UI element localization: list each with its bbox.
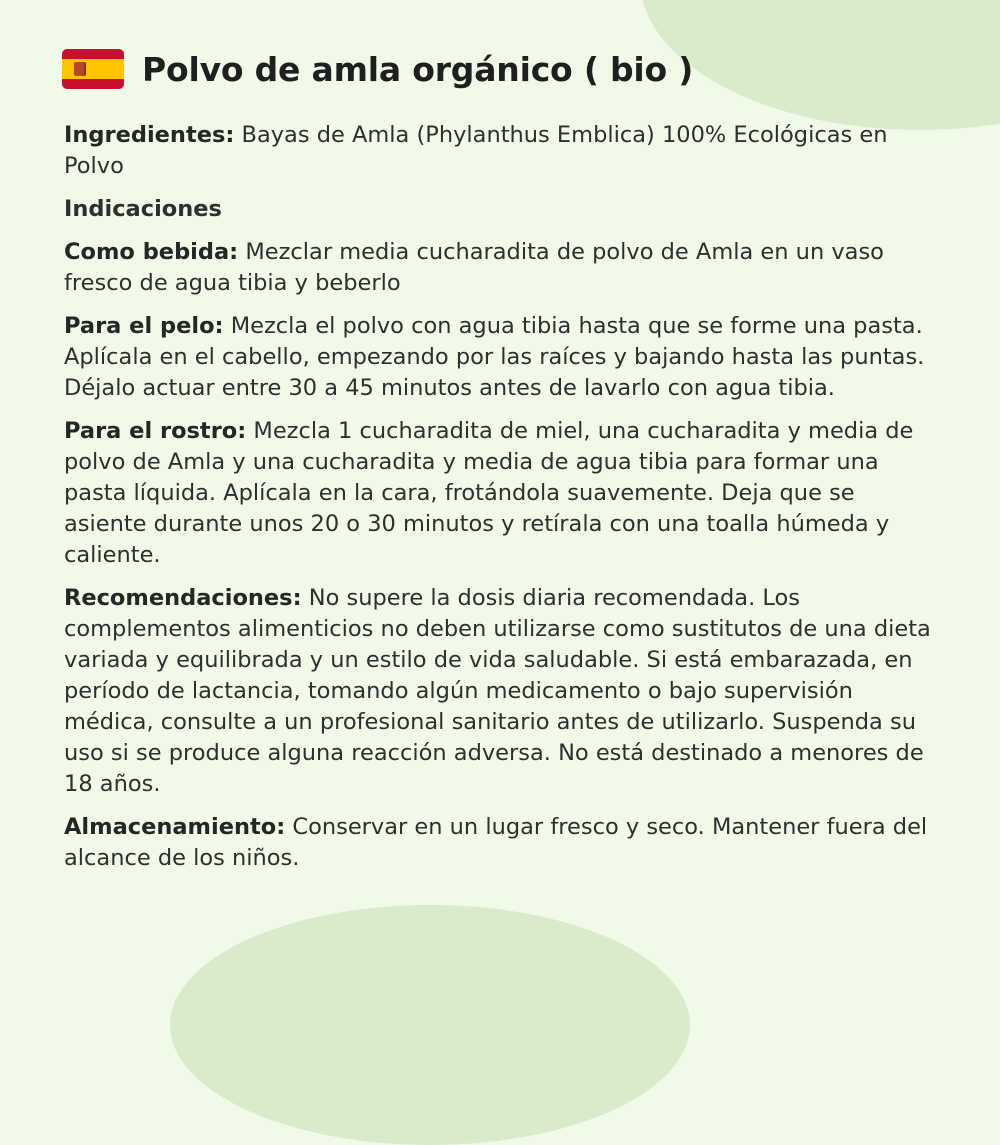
page-title: Polvo de amla orgánico ( bio ) bbox=[142, 49, 694, 89]
storage-text: Conservar en un lugar fresco y seco. Mantener fuera del alcance de los niños. bbox=[64, 814, 928, 871]
decorative-circle-top-right bbox=[640, 0, 1000, 130]
hair-label: Para el pelo: bbox=[64, 313, 224, 339]
recommendations-label: Recomendaciones: bbox=[64, 585, 302, 611]
spain-flag-icon bbox=[62, 49, 124, 89]
decorative-circle-bottom bbox=[170, 905, 690, 1145]
indications-heading: Indicaciones bbox=[64, 196, 222, 222]
ingredients-text: Bayas de Amla (Phylanthus Emblica) 100% Ecológicas en Polvo bbox=[64, 122, 888, 179]
ingredients-label: Ingredientes: bbox=[64, 122, 235, 148]
drink-text: Mezclar media cucharadita de polvo de Amla en un vaso fresco de agua tibia y beberlo bbox=[64, 239, 884, 296]
storage-label: Almacenamiento: bbox=[64, 814, 286, 840]
drink-label: Como bebida: bbox=[64, 239, 239, 265]
face-paragraph bbox=[64, 416, 944, 571]
page-header bbox=[62, 38, 693, 100]
ingredients-paragraph bbox=[64, 120, 944, 182]
drink-paragraph bbox=[64, 237, 944, 299]
hair-text: Mezcla el polvo con agua tibia hasta que se forme una pasta. Aplícala en el cabello, empezando por las raíces y bajando hasta las puntas. Déjalo actuar entre 30 a 45 minutos antes de lavarlo con agua tibia. bbox=[64, 313, 925, 401]
recommendations-paragraph bbox=[64, 583, 944, 800]
face-text: Mezcla 1 cucharadita de miel, una cucharadita y media de polvo de Amla y una cucharadita y media de agua tibia para formar una pasta líquida. Aplícala en la cara, frotándola suavemente. Deja que se asiente durante unos 20 o 30 minutos y retírala con una toalla húmeda y caliente. bbox=[64, 418, 914, 568]
storage-paragraph bbox=[64, 812, 944, 874]
face-label: Para el rostro: bbox=[64, 418, 247, 444]
hair-paragraph bbox=[64, 311, 944, 404]
product-info bbox=[64, 120, 944, 886]
recommendations-text: No supere la dosis diaria recomendada. Los complementos alimenticios no deben utilizarse como sustitutos de una dieta variada y equilibrada y un estilo de vida saludable. Si está embarazada, en período de lactancia, tomando algún medicamento o bajo supervisión médica, consulte a un profesional sanitario antes de utilizarlo. Suspenda su uso si se produce alguna reacción adversa. No está destinado a menores de 18 años. bbox=[64, 585, 931, 797]
